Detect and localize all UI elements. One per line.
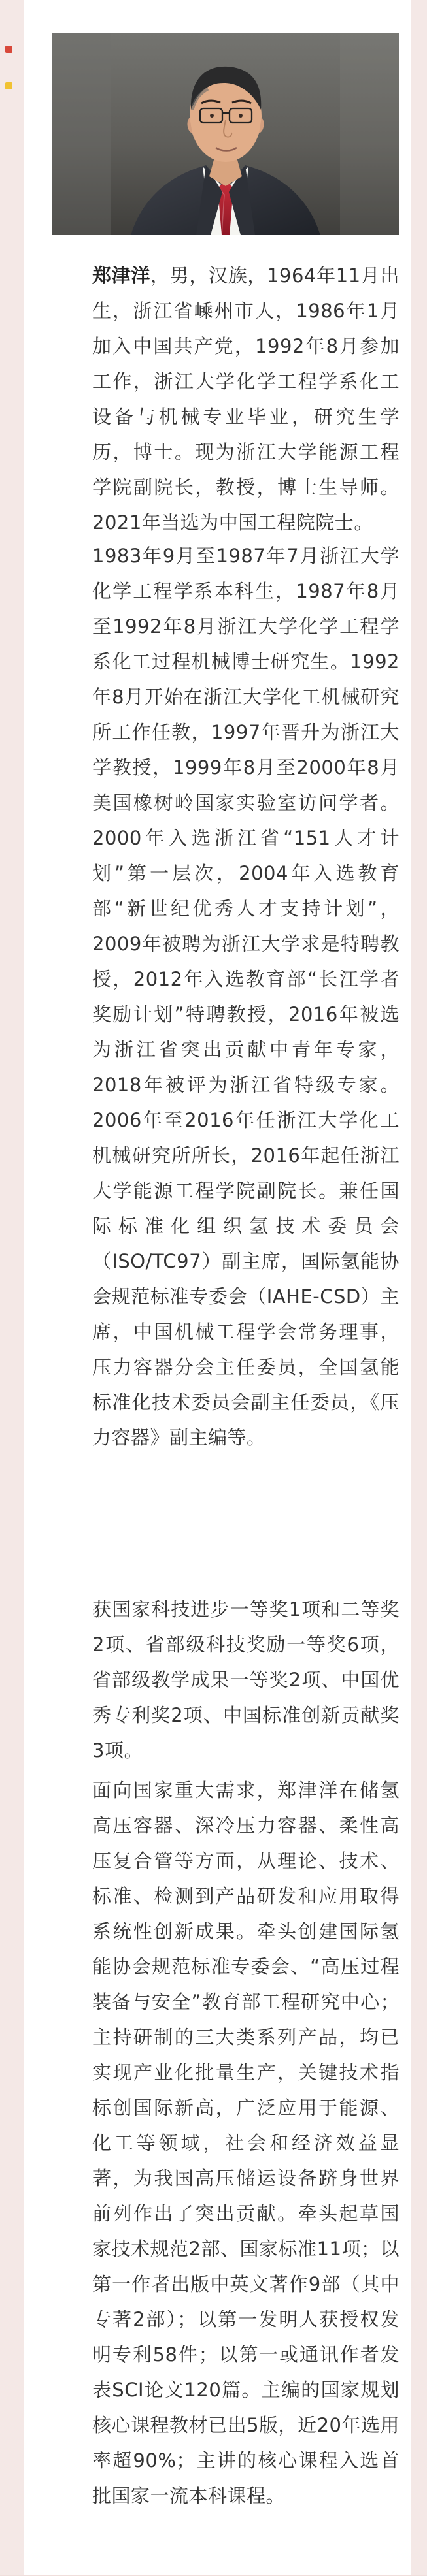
portrait-illustration bbox=[52, 33, 399, 235]
awards-paragraph: 获国家科技进步一等奖1项和二等奖2项、省部级科技奖励一等奖6项，省部级教学成果一等奖2项、中国优秀专利奖2项、中国标准创新贡献奖3项。 bbox=[92, 1598, 400, 1762]
yellow-side-marker bbox=[5, 82, 12, 89]
career-paragraph: 1983年9月至1987年7月浙江大学化学工程学系本科生，1987年8月至1992年8月浙江大学化学工程学系化工过程机械博士研究生。1992年8月开始在浙江大学化工机械研究所工作任教，1997年晋升为浙江大学教授，1999年8月至2000年8月美国橡树岭国家实验室访问学者。2000年入选浙江省“151人才计划”第一层次，2004年入选教育部“新世纪优秀人才支持计划”，2009年被聘为浙江大学求是特聘教授，2012年入选教育部“长江学者奖励计划”特聘教授，2016年被选为浙江省突出贡献中青年专家，2018年被评为浙江省特级专家。2006年至2016年任浙江大学化工机械研究所所长，2016年起任浙江大学能源工程学院副院长。兼任国际标准化组织氢技术委员会（ISO/TC97）副主席，国际氢能协会规范标准专委会（IAHE-CSD）主席，中国机械工程学会常务理事，压力容器分会主任委员，全国氢能标准化技术委员会副主任委员，《压力容器》副主编等。 bbox=[92, 545, 400, 1449]
portrait-photo bbox=[52, 33, 399, 235]
person-name: 郑津洋 bbox=[92, 265, 151, 287]
article-card bbox=[24, 0, 411, 2576]
achievements-paragraph: 面向国家重大需求，郑津洋在储氢高压容器、深冷压力容器、柔性高压复合管等方面，从理论、技术、标准、检测到产品研发和应用取得系统性创新成果。牵头创建国际氢能协会规范标准专委会、“高压过程装备与安全”教育部工程研究中心；主持研制的三大类系列产品，均已实现产业化批量生产，关键技术指标创国际新高，广泛应用于能源、化工等领域，社会和经济效益显著，为我国高压储运设备跻身世界前列作出了突出贡献。牵头起草国家技术规范2部、国家标准11项；以第一作者出版中英文著作9部（其中专著2部）；以第一发明人获授权发明专利58件；以第一或通讯作者发表SCI论文120篇。主编的国家规划核心课程教材已出5版，近20年选用率超90%；主讲的核心课程入选首批国家一流本科课程。 bbox=[92, 1779, 400, 2507]
red-side-marker bbox=[5, 46, 12, 53]
biography-intro bbox=[92, 258, 400, 540]
biography-intro-text: ，男，汉族，1964年11月出生，浙江省嵊州市人，1986年1月加入中国共产党，1992年8月参加工作，浙江大学化学工程学系化工设备与机械专业毕业，研究生学历，博士。现为浙江大学能源工程学院副院长，教授，博士生导师。2021年当选为中国工程院院士。 bbox=[92, 265, 400, 534]
